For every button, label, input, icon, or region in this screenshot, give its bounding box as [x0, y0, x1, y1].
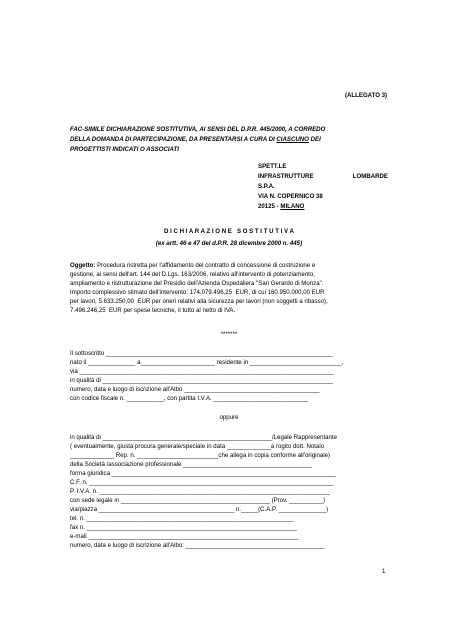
form-line: della Società /associazione professionale ______________________________________ [70, 461, 312, 468]
recipient-line-1: SPETT.LE [258, 163, 287, 170]
form-line: tel. n. _____________________________________________________________ [70, 515, 294, 522]
oggetto-line-3: ampliamento e ristrutturazione del Presidio dell'Azienda Ospedaliera "San Gerardo di Monza". [70, 280, 324, 287]
form-line: ( eventualmente, giusta procura generale/speciale in data _____________a rogito dott. Notaio [70, 443, 325, 450]
form-line: _____________ Rep. n. ________________________che allega in copia conforme all'originale) [70, 452, 331, 459]
form-line: nato il ______________ a______________________ residente in ___________________________, [70, 359, 344, 366]
document-title: D I C H I A R A Z I O N E S O S T I T U T I V A [164, 228, 294, 235]
form-line: numero, data e luogo di iscrizione all'Albo: _________________________________________ [70, 542, 325, 549]
form-line: e-mail ______________________________________________________________ [70, 533, 299, 540]
form-line: via ___________________________________________________________________________ [70, 368, 334, 375]
heading-line-3: PROGETTISTI INDICATI O ASSOCIATI [70, 146, 179, 153]
separator-stars: ******* [220, 331, 238, 338]
recipient-line-2: INFRASTRUTTURE LOMBARDE [258, 173, 388, 180]
form-line: con sede legale in ____________________________________________ (Prov. __________) [70, 497, 326, 504]
oggetto-line-5: per lavori, 5.633.250,00 EUR per oneri relativi alla sicurezza per lavori (non soggetti a ribasso), [70, 298, 328, 305]
heading-line-1: FAC-SIMILE DICHIARAZIONE SOSTITUTIVA, AI SENSI DEL D.P.R. 445/2000, A CORREDO [70, 126, 326, 133]
oggetto-line-2: gestione, ai sensi dell'art. 144 del D.Lgs. 163/2006, relativo all'intervento di potenziamento, [70, 271, 315, 278]
recipient-line-4: VIA N. COPERNICO 38 [258, 193, 323, 200]
form-line: via/piazza ________________________________________ n._____(C.A.P. ______________) [70, 506, 329, 513]
oggetto-line-6: 7.496.246,25 EUR per spese tecniche, il tutto al netto di IVA. [70, 307, 236, 314]
form-line: C.F. n. ________________________________________________________________________ [70, 479, 334, 486]
form-line: Il sottoscritto ___________________________________________________________________ [70, 350, 333, 357]
page-number: 1 [382, 568, 386, 575]
allegato-label: (ALLEGATO 3) [345, 92, 388, 99]
form-line: numero, data e luogo di iscrizione all'Albo ________________________________________ [70, 386, 320, 393]
form-line: fax n. ______________________________________________________________ [70, 524, 297, 531]
oggetto-line-1: Oggetto: Procedura ristretta per l'affidamento del contratto di concessione di costruzione e [70, 262, 316, 269]
form-line: in qualità di ____________________________________________________________________ [70, 377, 333, 384]
recipient-line-3: S.P.A. [258, 183, 275, 190]
form-line: in qualità di __________________________________________________/Legale Rappresentante [70, 434, 338, 441]
form-line: con codice fiscale n. ___________, con partita I.V.A. ____________________________ [70, 395, 309, 402]
recipient-line-5: 20125 - MILANO [258, 203, 305, 210]
form-line: forma giuridica __________________________________________________________________ [70, 470, 336, 477]
oppure-label: oppure [219, 414, 239, 421]
oggetto-line-4: Importo complessivo stimato dell'intervento: 174.079.496,25 EUR, di cui 160.950.000,00 EUR [70, 289, 325, 296]
form-line: P. I.V.A. n. ____________________________________________________________________ [70, 488, 330, 495]
heading-line-2: DELLA DOMANDA DI PARTECIPAZIONE, DA PRESENTARSI A CURA DI CIASCUNO DEI [70, 136, 321, 143]
document-subtitle: (ex artt. 46 e 47 del d.P.R. 28 dicembre 2000 n. 445) [155, 240, 303, 247]
